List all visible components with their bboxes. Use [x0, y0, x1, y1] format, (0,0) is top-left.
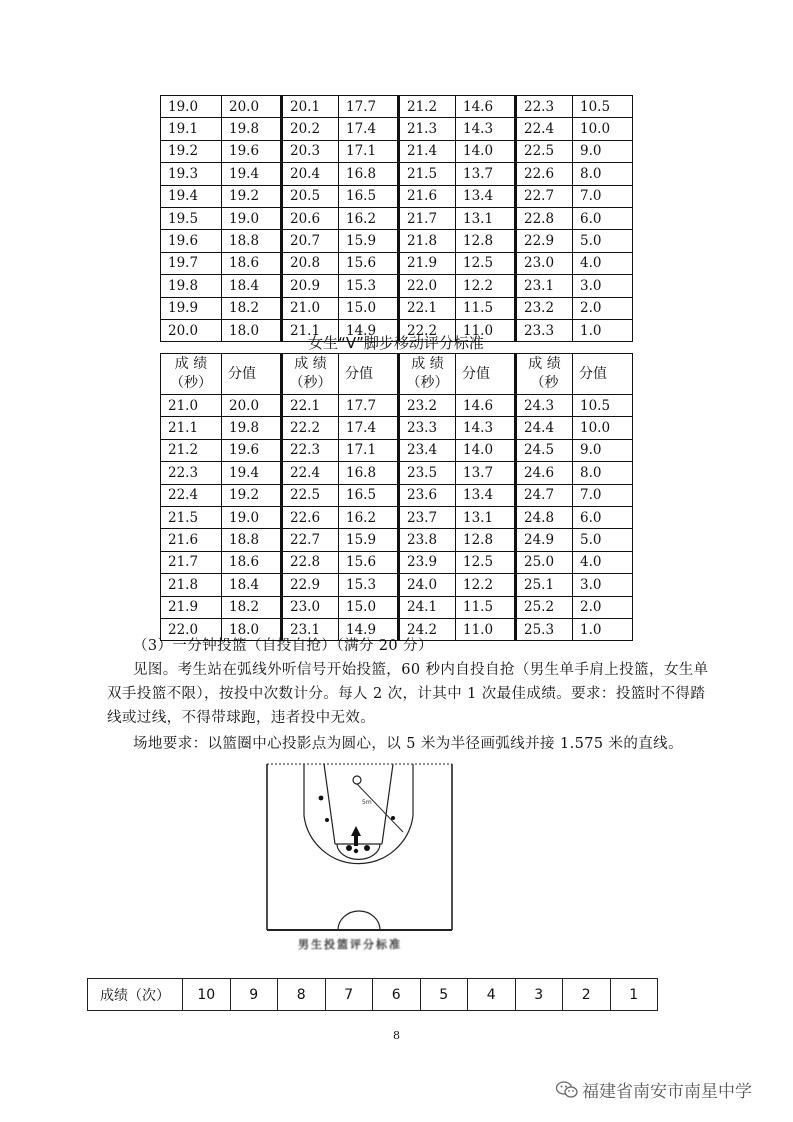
time-cell: 21.6	[399, 185, 456, 207]
table-row	[161, 439, 633, 461]
header-time-line2: （秒）	[170, 375, 212, 391]
header-time	[516, 354, 573, 395]
time-cell: 20.5	[282, 185, 339, 207]
time-cell: 21.3	[399, 118, 456, 140]
header-score: 分值	[222, 354, 282, 395]
score-cell: 12.5	[456, 252, 516, 274]
score-cell: 15.6	[339, 252, 399, 274]
header-score: 分值	[456, 354, 516, 395]
time-cell: 21.0	[161, 395, 222, 417]
score-cell: 18.0	[222, 319, 282, 341]
score-cell: 9.0	[573, 439, 633, 461]
time-cell: 24.4	[516, 417, 573, 439]
time-cell: 22.6	[516, 163, 573, 185]
score-cell: 19.0	[222, 207, 282, 229]
time-cell: 19.9	[161, 297, 222, 319]
score-cell: 19.2	[222, 185, 282, 207]
table-row	[161, 417, 633, 439]
header-time-line1: 成 绩	[411, 356, 444, 372]
shooting-count-cell: 4	[468, 979, 516, 1011]
score-cell: 15.6	[339, 551, 399, 573]
time-cell: 19.6	[161, 230, 222, 252]
score-cell: 18.2	[222, 596, 282, 618]
score-cell: 14.6	[456, 395, 516, 417]
score-cell: 8.0	[573, 163, 633, 185]
score-cell: 19.2	[222, 484, 282, 506]
score-cell: 4.0	[573, 252, 633, 274]
score-cell: 12.5	[456, 551, 516, 573]
score-cell: 12.2	[456, 275, 516, 297]
time-cell: 21.2	[399, 96, 456, 118]
table-row	[161, 96, 633, 118]
time-cell: 19.8	[161, 275, 222, 297]
score-cell: 3.0	[573, 574, 633, 596]
time-cell: 21.2	[161, 439, 222, 461]
table-row	[161, 118, 633, 140]
time-cell: 22.7	[516, 185, 573, 207]
time-cell: 21.0	[282, 297, 339, 319]
score-cell: 18.2	[222, 297, 282, 319]
shooting-count-cell: 10	[183, 979, 231, 1011]
time-cell: 23.9	[399, 551, 456, 573]
score-cell: 10.5	[573, 395, 633, 417]
time-cell: 24.9	[516, 529, 573, 551]
score-cell: 14.9	[339, 618, 399, 640]
score-cell: 19.4	[222, 462, 282, 484]
score-cell: 14.0	[456, 439, 516, 461]
score-cell: 11.5	[456, 297, 516, 319]
table-row	[161, 140, 633, 162]
time-cell: 22.3	[161, 462, 222, 484]
score-cell: 4.0	[573, 551, 633, 573]
table-row	[161, 551, 633, 573]
time-cell: 20.8	[282, 252, 339, 274]
score-cell: 11.0	[456, 618, 516, 640]
time-cell: 19.4	[161, 185, 222, 207]
time-cell: 25.3	[516, 618, 573, 640]
watermark-text: 福建省南安市南星中学	[582, 1082, 752, 1102]
time-cell: 20.9	[282, 275, 339, 297]
section-heading: （3）一分钟投篮（自投自抢）（满分 20 分）	[133, 638, 433, 654]
table-row	[161, 506, 633, 528]
score-cell: 6.0	[573, 506, 633, 528]
score-cell: 15.3	[339, 574, 399, 596]
score-cell: 11.0	[456, 319, 516, 341]
table-row	[161, 207, 633, 229]
score-cell: 3.0	[573, 275, 633, 297]
time-cell: 23.5	[399, 462, 456, 484]
time-cell: 22.6	[282, 506, 339, 528]
time-cell: 25.0	[516, 551, 573, 573]
time-cell: 21.8	[161, 574, 222, 596]
table-row	[161, 275, 633, 297]
time-cell: 23.0	[516, 252, 573, 274]
shooting-count-cell: 7	[325, 979, 373, 1011]
score-cell: 14.3	[456, 118, 516, 140]
time-cell: 19.1	[161, 118, 222, 140]
time-cell: 23.2	[399, 395, 456, 417]
score-cell: 15.9	[339, 230, 399, 252]
score-cell: 10.0	[573, 417, 633, 439]
time-cell: 21.1	[282, 319, 339, 341]
shooting-count-cell: 3	[515, 979, 563, 1011]
score-cell: 18.6	[222, 551, 282, 573]
table-row	[161, 252, 633, 274]
time-cell: 22.5	[516, 140, 573, 162]
shooting-label-cell: 成绩（次）	[88, 979, 183, 1011]
score-cell: 10.5	[573, 96, 633, 118]
time-cell: 23.3	[516, 319, 573, 341]
score-cell: 16.2	[339, 506, 399, 528]
time-cell: 22.2	[399, 319, 456, 341]
time-cell: 22.9	[516, 230, 573, 252]
score-cell: 5.0	[573, 529, 633, 551]
time-cell: 22.1	[399, 297, 456, 319]
score-cell: 13.7	[456, 462, 516, 484]
table-row	[161, 574, 633, 596]
score-cell: 17.7	[339, 96, 399, 118]
time-cell: 23.0	[282, 596, 339, 618]
score-cell: 13.1	[456, 207, 516, 229]
shooting-score-row	[88, 979, 658, 1011]
time-cell: 21.7	[161, 551, 222, 573]
score-cell: 18.6	[222, 252, 282, 274]
score-cell: 2.0	[573, 596, 633, 618]
score-cell: 16.8	[339, 163, 399, 185]
shooting-count-cell: 9	[230, 979, 278, 1011]
table-row	[161, 395, 633, 417]
score-cell: 12.2	[456, 574, 516, 596]
score-cell: 18.0	[222, 618, 282, 640]
table-row	[161, 529, 633, 551]
table-row	[161, 163, 633, 185]
time-cell: 24.0	[399, 574, 456, 596]
score-cell: 5.0	[573, 230, 633, 252]
score-cell: 19.6	[222, 439, 282, 461]
time-cell: 22.3	[516, 96, 573, 118]
score-cell: 16.5	[339, 484, 399, 506]
time-cell: 22.9	[282, 574, 339, 596]
score-cell: 18.4	[222, 275, 282, 297]
header-score: 分值	[573, 354, 633, 395]
time-cell: 24.3	[516, 395, 573, 417]
time-cell: 23.7	[399, 506, 456, 528]
time-cell: 23.4	[399, 439, 456, 461]
time-cell: 21.6	[161, 529, 222, 551]
score-cell: 16.2	[339, 207, 399, 229]
score-cell: 8.0	[573, 462, 633, 484]
score-cell: 14.3	[456, 417, 516, 439]
time-cell: 23.6	[399, 484, 456, 506]
score-cell: 6.0	[573, 207, 633, 229]
score-cell: 14.6	[456, 96, 516, 118]
score-cell: 12.8	[456, 230, 516, 252]
score-cell: 18.8	[222, 529, 282, 551]
time-cell: 24.8	[516, 506, 573, 528]
shooting-count-cell: 6	[373, 979, 421, 1011]
time-cell: 19.3	[161, 163, 222, 185]
time-cell: 22.1	[282, 395, 339, 417]
time-cell: 21.4	[399, 140, 456, 162]
score-cell: 15.0	[339, 596, 399, 618]
score-cell: 19.6	[222, 140, 282, 162]
time-cell: 19.0	[161, 96, 222, 118]
time-cell: 22.4	[282, 462, 339, 484]
score-cell: 15.0	[339, 297, 399, 319]
table-2-caption: 女生“V”脚步移动评分标准	[308, 334, 484, 352]
header-time	[399, 354, 456, 395]
wechat-icon	[556, 1081, 578, 1099]
score-cell: 17.4	[339, 118, 399, 140]
score-cell: 9.0	[573, 140, 633, 162]
score-cell: 19.0	[222, 506, 282, 528]
time-cell: 22.7	[282, 529, 339, 551]
score-cell: 15.9	[339, 529, 399, 551]
time-cell: 19.7	[161, 252, 222, 274]
table-row	[161, 297, 633, 319]
score-cell: 18.4	[222, 574, 282, 596]
time-cell: 21.5	[399, 163, 456, 185]
time-cell: 20.4	[282, 163, 339, 185]
score-cell: 17.1	[339, 439, 399, 461]
score-cell: 19.4	[222, 163, 282, 185]
score-cell: 13.4	[456, 185, 516, 207]
score-cell: 13.7	[456, 163, 516, 185]
time-cell: 22.8	[282, 551, 339, 573]
time-cell: 22.0	[399, 275, 456, 297]
score-cell: 1.0	[573, 319, 633, 341]
time-cell: 20.7	[282, 230, 339, 252]
score-cell: 15.3	[339, 275, 399, 297]
time-cell: 24.5	[516, 439, 573, 461]
shooting-count-cell: 5	[420, 979, 468, 1011]
score-cell: 10.0	[573, 118, 633, 140]
time-cell: 20.3	[282, 140, 339, 162]
score-cell: 19.8	[222, 118, 282, 140]
time-cell: 20.1	[282, 96, 339, 118]
score-cell: 20.0	[222, 96, 282, 118]
time-cell: 20.0	[161, 319, 222, 341]
time-cell: 20.2	[282, 118, 339, 140]
score-cell: 1.0	[573, 618, 633, 640]
shooting-count-cell: 2	[563, 979, 611, 1011]
male-v-step-score-table	[160, 95, 633, 342]
time-cell: 24.1	[399, 596, 456, 618]
time-cell: 23.8	[399, 529, 456, 551]
time-cell: 22.3	[282, 439, 339, 461]
score-cell: 2.0	[573, 297, 633, 319]
header-time	[282, 354, 339, 395]
score-cell: 7.0	[573, 484, 633, 506]
time-cell: 21.9	[399, 252, 456, 274]
header-time-line2: （秒	[530, 375, 559, 391]
time-cell: 25.2	[516, 596, 573, 618]
score-cell: 14.0	[456, 140, 516, 162]
diagram-caption: 男生投篮评分标准	[298, 938, 402, 951]
time-cell: 22.5	[282, 484, 339, 506]
score-cell: 17.7	[339, 395, 399, 417]
time-cell: 22.4	[516, 118, 573, 140]
wechat-watermark	[556, 1077, 752, 1102]
table-row	[161, 484, 633, 506]
score-cell: 14.9	[339, 319, 399, 341]
table-2-header-row	[161, 354, 633, 395]
header-time	[161, 354, 222, 395]
score-cell: 19.8	[222, 417, 282, 439]
time-cell: 21.7	[399, 207, 456, 229]
score-cell: 18.8	[222, 230, 282, 252]
time-cell: 19.5	[161, 207, 222, 229]
score-cell: 20.0	[222, 395, 282, 417]
time-cell: 21.1	[161, 417, 222, 439]
page-number: 8	[393, 1029, 400, 1042]
time-cell: 24.6	[516, 462, 573, 484]
time-cell: 23.3	[399, 417, 456, 439]
score-cell: 16.5	[339, 185, 399, 207]
time-cell: 24.2	[399, 618, 456, 640]
time-cell: 25.1	[516, 574, 573, 596]
score-cell: 17.4	[339, 417, 399, 439]
time-cell: 21.8	[399, 230, 456, 252]
table-row	[161, 462, 633, 484]
time-cell: 22.8	[516, 207, 573, 229]
score-cell: 7.0	[573, 185, 633, 207]
shooting-count-cell: 1	[610, 979, 658, 1011]
score-cell: 13.1	[456, 506, 516, 528]
score-cell: 12.8	[456, 529, 516, 551]
time-cell: 20.6	[282, 207, 339, 229]
time-cell: 21.5	[161, 506, 222, 528]
time-cell: 23.1	[282, 618, 339, 640]
court-requirements-paragraph: 场地要求：以篮圈中心投影点为圆心，以 5 米为半径画弧线并接 1.575 米的直线。	[133, 736, 683, 752]
header-time-line2: （秒）	[289, 375, 332, 391]
table-row	[161, 596, 633, 618]
time-cell: 24.7	[516, 484, 573, 506]
score-cell: 16.8	[339, 462, 399, 484]
female-v-step-score-table	[160, 353, 633, 641]
score-cell: 11.5	[456, 596, 516, 618]
time-cell: 19.2	[161, 140, 222, 162]
table-row	[161, 185, 633, 207]
basketball-half-court-diagram	[255, 760, 460, 935]
time-cell: 22.2	[282, 417, 339, 439]
header-time-line1: 成 绩	[528, 356, 561, 372]
time-cell: 23.2	[516, 297, 573, 319]
time-cell: 22.4	[161, 484, 222, 506]
header-time-line2: （秒）	[406, 375, 449, 391]
radius-label: 5m	[362, 799, 372, 806]
header-score: 分值	[339, 354, 399, 395]
shooting-count-cell: 8	[278, 979, 326, 1011]
instructions-paragraph: 见图。考生站在弧线外听信号开始投篮，60 秒内自投自抢（男生单手肩上投篮，女生单双手投篮不限），按投中次数计分。每人 2 次，计其中 1 次最佳成绩。要求：投篮时不得踏线或过线，不得带球跑，违者投中无效。	[107, 662, 709, 726]
header-time-line1: 成 绩	[174, 356, 208, 372]
score-cell: 13.4	[456, 484, 516, 506]
table-row	[161, 230, 633, 252]
time-cell: 22.0	[161, 618, 222, 640]
score-cell: 17.1	[339, 140, 399, 162]
shooting-score-table	[87, 978, 658, 1011]
time-cell: 23.1	[516, 275, 573, 297]
time-cell: 21.9	[161, 596, 222, 618]
header-time-line1: 成 绩	[294, 356, 327, 372]
